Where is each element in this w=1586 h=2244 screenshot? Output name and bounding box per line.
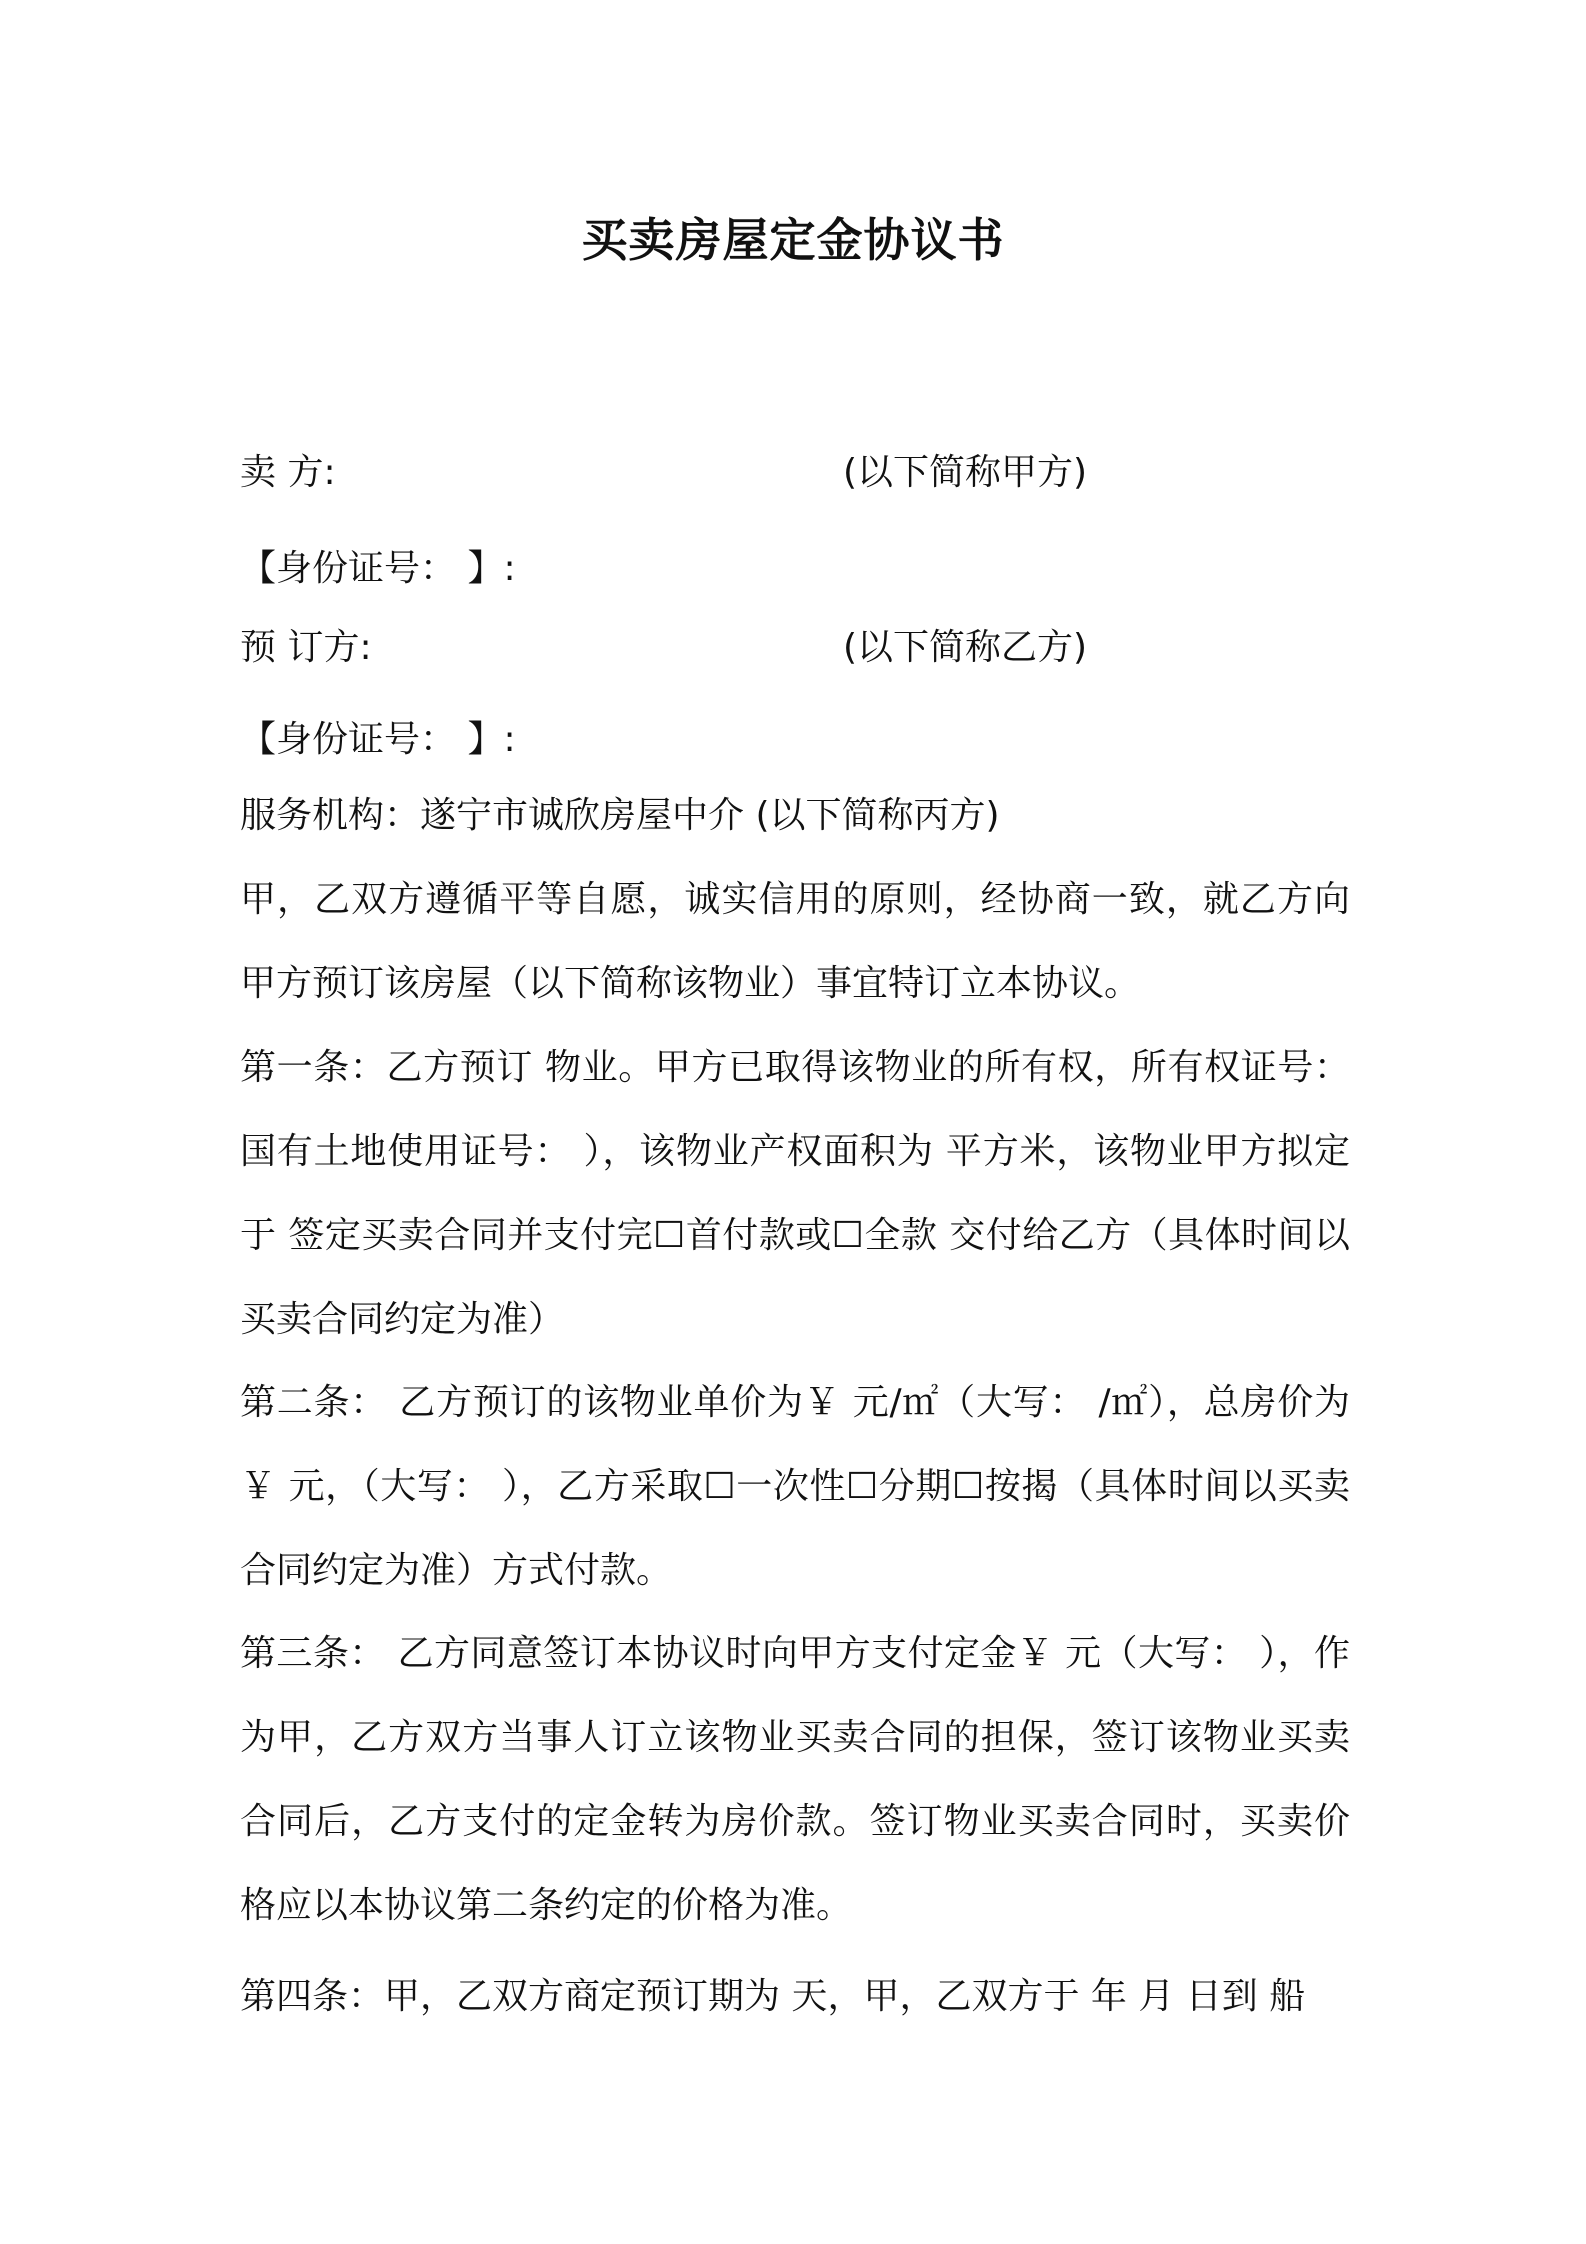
seller-label: 卖 方: (240, 452, 336, 493)
document-title: 买卖房屋定金协议书 (581, 213, 1005, 267)
seller-note: (以下简称甲方) (843, 452, 1088, 493)
seller-id-label: 【身份证号： 】: (240, 548, 516, 589)
buyer-label: 预 订方: (240, 627, 372, 668)
article-2: 第二条： 乙方预订的该物业单价为￥ 元/㎡（大写： /㎡），总房价为￥ 元，（大写： ），乙方采取☐一次性☐分期☐按揭（具体时间以买卖合同约定为准）方式付款。 (240, 1382, 1350, 1591)
agency-line: 服务机构：遂宁市诚欣房屋中介 (以下简称丙方) (240, 795, 1000, 836)
intro-paragraph: 甲，乙双方遵循平等自愿，诚实信用的原则，经协商一致，就乙方向甲方预订该房屋（以下简称该物业）事宜特订立本协议。 (240, 879, 1350, 1004)
buyer-id-label: 【身份证号： 】: (240, 719, 516, 760)
article-1: 第一条：乙方预订 物业。甲方已取得该物业的所有权，所有权证号：国有土地使用证号： ），该物业产权面积为 平方米，该物业甲方拟定于 签定买卖合同并支付完☐首付款或☐全款 交付给乙方（具体时间以买卖合同约定为准） (240, 1047, 1350, 1340)
article-4: 第四条：甲，乙双方商定预订期为 天，甲，乙双方于 年 月 日到 船 (240, 1976, 1306, 2017)
buyer-note: (以下简称乙方) (843, 627, 1088, 668)
article-3: 第三条： 乙方同意签订本协议时向甲方支付定金￥ 元（大写： ），作为甲，乙方双方当事人订立该物业买卖合同的担保，签订该物业买卖合同后，乙方支付的定金转为房价款。签订物业买卖合同时，买卖价格应以本协议第二条约定的价格为准。 (240, 1633, 1350, 1926)
